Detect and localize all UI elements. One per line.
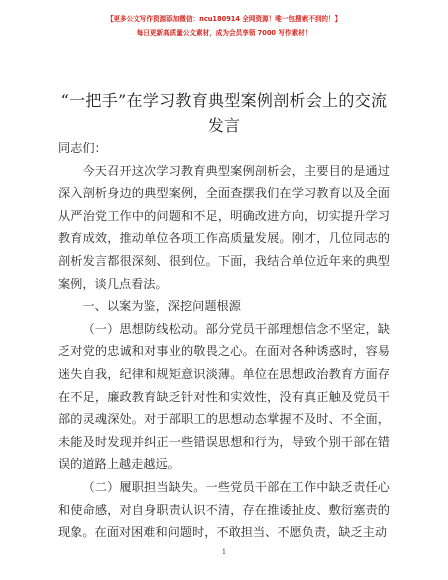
page-number: 1	[221, 548, 227, 556]
document-body	[58, 137, 390, 544]
document-title: “一把手”在学习教育典型案例剖析会上的交流发言	[60, 91, 388, 135]
paragraph-responsibility: （二）履职担当缺失。一些党员干部在工作中缺乏责任心和使命感，对自身职责认识不清，存在推诿扯皮、敷衍塞责的现象。在面对困难和问题时，不敢担当、不愿负责，缺乏主动	[58, 479, 390, 540]
salutation: 同志们：	[58, 141, 107, 155]
paragraph-intro: 今天召开这次学习教育典型案例剖析会，主要目的是通过深入剖析身边的典型案例，全面查摆我们在学习教育以及全面从严治党工作中的问题和不足，明确改进方向，切实提升学习教育成效，推动单位各项工作高质量发展。刚才，几位同志的剖析发言都很深刻、很到位。下面，我结合单位近年来的典型案例，谈几点看法。	[58, 163, 390, 291]
section-heading-1: 一、以案为鉴，深挖问题根源	[82, 299, 241, 314]
promo-banner-line-2: 每日更新高质量公文素材，成为会员享领 7000 写作素材！	[136, 29, 312, 37]
promo-banner-line-1: 【更多公文写作资源添加微信：ncu180914 全网资源！唯一包搜索不到的！】	[106, 15, 342, 23]
paragraph-ideological-defense: （一）思想防线松动。部分党员干部理想信念不坚定，缺乏对党的忠诚和对事业的敬畏之心。在面对各种诱惑时，容易迷失自我，纪律和规矩意识淡薄。单位在思想政治教育方面存在不足，廉政教育缺乏针对性和实效性，没有真正触及党员干部的灵魂深处。对于部职工的思想动态掌握不及时、不全面，未能及时发现并纠正一些错误思想和行为，导致个别干部在错误的道路上越走越远。	[58, 321, 390, 472]
